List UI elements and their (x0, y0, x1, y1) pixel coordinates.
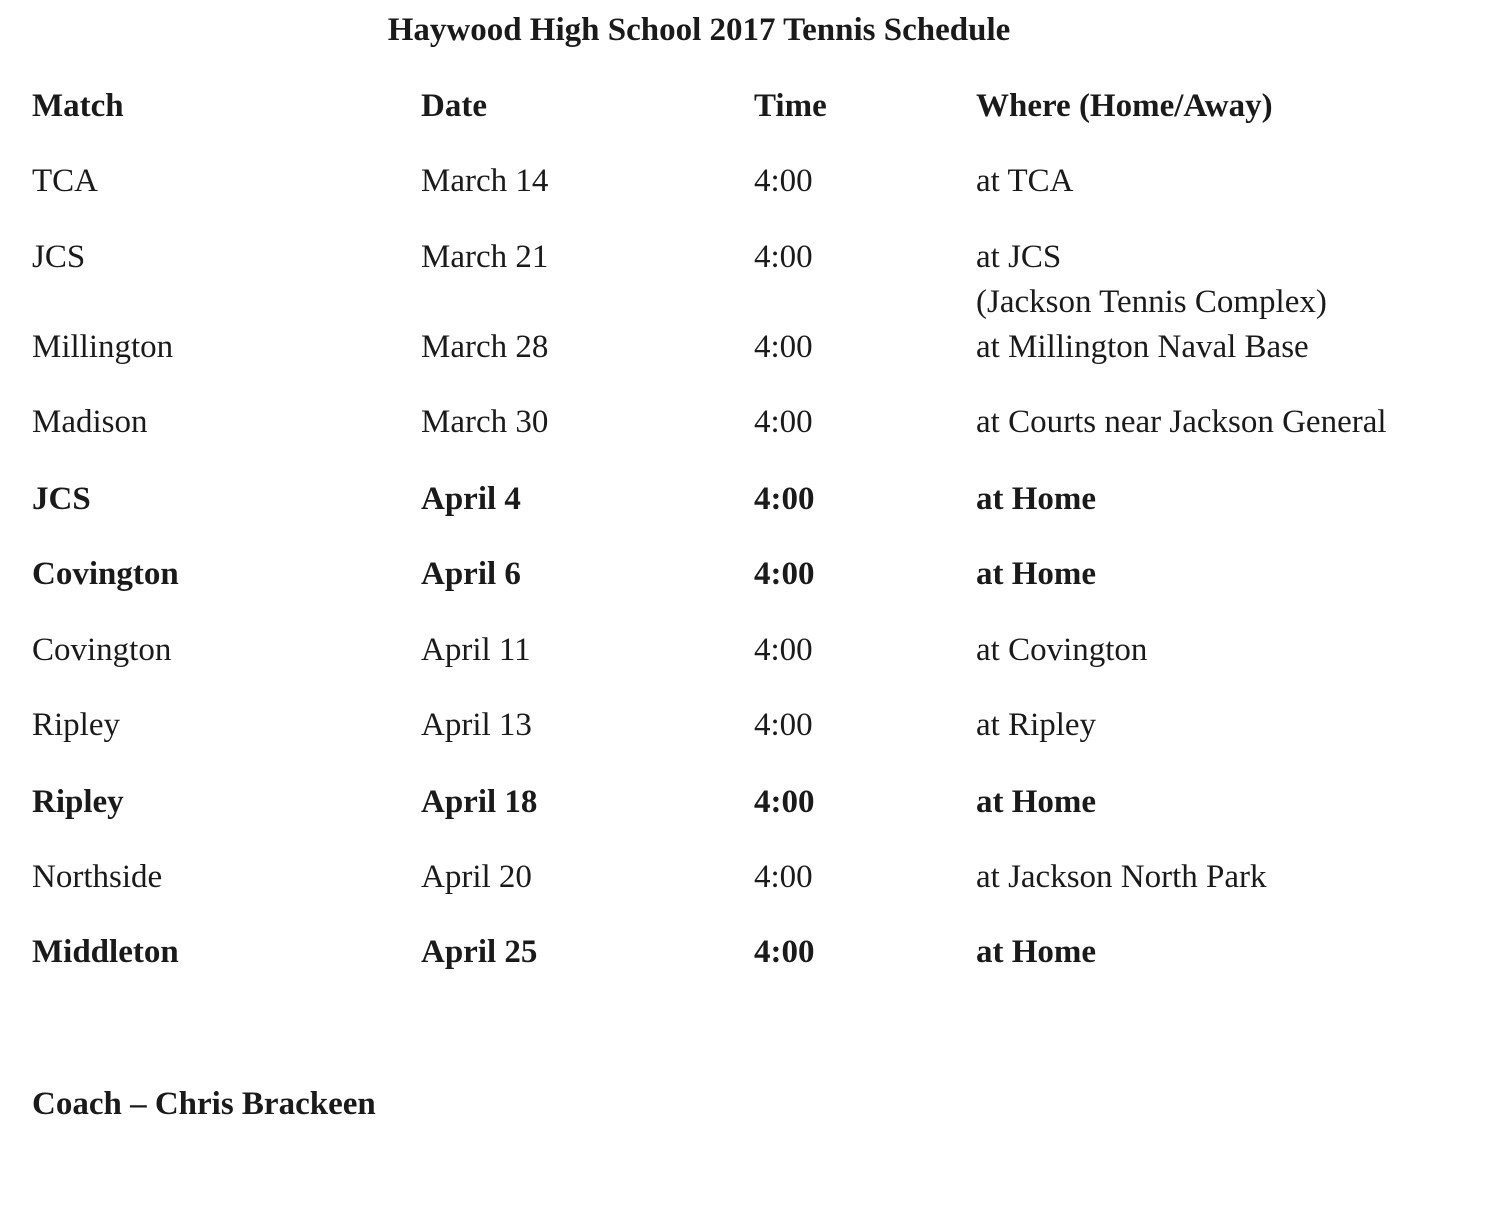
match-cell: Covington (32, 556, 179, 592)
date-cell: April 18 (421, 784, 538, 820)
date-cell: March 14 (421, 163, 549, 199)
date-cell: March 21 (421, 239, 549, 275)
match-cell: Madison (32, 404, 148, 440)
column-header-where: Where (Home/Away) (976, 88, 1273, 124)
time-cell: 4:00 (754, 481, 815, 517)
time-cell: 4:00 (754, 632, 813, 668)
match-cell: Middleton (32, 934, 179, 970)
match-cell: JCS (32, 239, 86, 275)
where-cell: at Jackson North Park (976, 859, 1267, 895)
where-cell: at Home (976, 481, 1097, 517)
where-cell: at Courts near Jackson General (976, 404, 1387, 440)
date-cell: March 30 (421, 404, 549, 440)
coach-credit: Coach – Chris Brackeen (32, 1086, 376, 1122)
time-cell: 4:00 (754, 404, 813, 440)
match-cell: Northside (32, 859, 163, 895)
time-cell: 4:00 (754, 556, 815, 592)
time-cell: 4:00 (754, 859, 813, 895)
time-cell: 4:00 (754, 163, 813, 199)
page-title: Haywood High School 2017 Tennis Schedule (387, 12, 1011, 48)
column-header-date: Date (421, 88, 487, 124)
date-cell: March 28 (421, 329, 549, 365)
where-cell: at Home (976, 556, 1097, 592)
date-cell: April 11 (421, 632, 531, 668)
date-cell: April 25 (421, 934, 538, 970)
where-cell: at Ripley (976, 707, 1097, 743)
match-cell: Ripley (32, 707, 120, 743)
time-cell: 4:00 (754, 329, 813, 365)
match-cell: JCS (32, 481, 91, 517)
match-cell: TCA (32, 163, 98, 199)
match-cell: Covington (32, 632, 172, 668)
time-cell: 4:00 (754, 239, 813, 275)
date-cell: April 4 (421, 481, 521, 517)
where-cell: at Covington (976, 632, 1148, 668)
where-cell: at TCA (976, 163, 1074, 199)
column-header-match: Match (32, 88, 124, 124)
date-cell: April 13 (421, 707, 532, 743)
where-cell: at Home (976, 934, 1097, 970)
where-cell: at Home (976, 784, 1097, 820)
date-cell: April 6 (421, 556, 521, 592)
match-cell: Ripley (32, 784, 124, 820)
match-cell: Millington (32, 329, 174, 365)
column-header-time: Time (754, 88, 827, 124)
where-cell: at Millington Naval Base (976, 329, 1309, 365)
time-cell: 4:00 (754, 784, 815, 820)
time-cell: 4:00 (754, 934, 815, 970)
where-note: (Jackson Tennis Complex) (976, 284, 1327, 320)
date-cell: April 20 (421, 859, 532, 895)
time-cell: 4:00 (754, 707, 813, 743)
where-cell: at JCS (976, 239, 1062, 275)
